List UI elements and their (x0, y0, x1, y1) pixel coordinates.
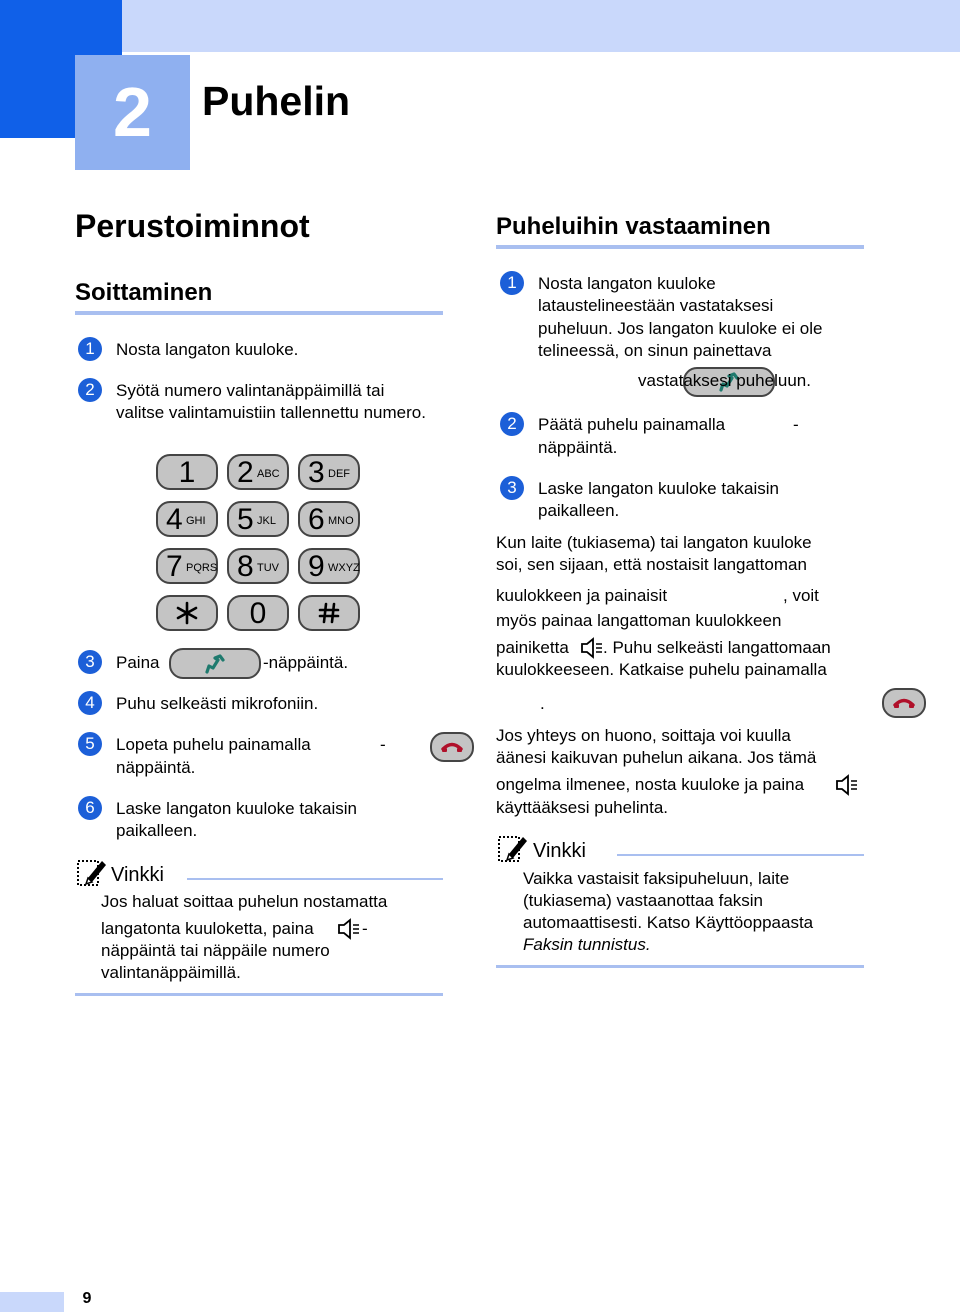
step-text: -näppäintä. (263, 653, 349, 672)
key-letters: PQRS (186, 562, 218, 574)
step-text: Päätä puhelu painamalla (538, 415, 726, 434)
talk-button (169, 648, 261, 679)
paragraph-text: . (540, 694, 545, 713)
note-text: (tukiasema) vastaanottaa faksin (523, 891, 764, 910)
footer-bar (0, 1292, 64, 1312)
asterisk-icon (175, 601, 199, 625)
keypad-key (227, 454, 289, 490)
step-text: telineessä, on sinun painettava (538, 341, 772, 360)
step-text: Lopeta puhelu painamalla (116, 735, 311, 754)
step-text: Nosta langaton kuuloke (538, 274, 716, 293)
paragraph-text: kuulokkeen ja painaisit (496, 586, 668, 605)
step-number: 1 (500, 271, 524, 295)
step-text: näppäintä. (116, 758, 196, 777)
note-pencil-icon (497, 832, 529, 864)
speaker-icon (580, 637, 604, 659)
paragraph-text: , voit (783, 586, 819, 605)
paragraph-text: myös painaa langattoman kuulokkeen (496, 611, 782, 630)
note-text: - (362, 919, 368, 938)
page-number: 9 (82, 1290, 92, 1307)
section-title: Perustoiminnot (75, 208, 310, 244)
key-digit: 5 (237, 503, 254, 536)
step-text: Paina (116, 653, 160, 672)
note-link-text: Faksin tunnistus. (523, 935, 651, 954)
step-text: Laske langaton kuuloke takaisin (538, 479, 779, 498)
header-band (122, 0, 960, 52)
key-letters: WXYZ (328, 562, 360, 574)
speaker-icon (337, 918, 361, 940)
keypad-key (156, 595, 218, 631)
keypad-key (298, 595, 360, 631)
key-digit: 1 (178, 456, 196, 489)
paragraph-text: Jos yhteys on huono, soittaja voi kuulla (496, 726, 791, 745)
key-letters: MNO (328, 515, 354, 527)
step-text: vastataksesi puheluun. (638, 371, 811, 390)
note-text: valintanäppäimillä. (101, 963, 241, 982)
end-call-icon (441, 741, 463, 753)
paragraph-text: äänesi kaikuvan puhelun aikana. Jos tämä (496, 748, 817, 767)
step-number: 2 (78, 378, 102, 402)
step-text: Laske langaton kuuloke takaisin paikalleen. (116, 799, 357, 840)
keypad-key (156, 501, 218, 537)
note-bottom-rule (75, 993, 443, 996)
heading-rule (75, 311, 443, 315)
key-digit: 4 (166, 503, 183, 536)
keypad-key (227, 548, 289, 584)
note-text: langatonta kuuloketta, paina (101, 919, 314, 938)
step-text: - (793, 415, 799, 434)
key-letters: DEF (328, 468, 350, 480)
key-digit: 0 (249, 597, 267, 630)
end-call-icon (893, 697, 915, 709)
paragraph-text: painiketta (496, 638, 569, 657)
talk-icon (204, 654, 226, 674)
key-digit: 9 (308, 550, 325, 583)
chapter-number: 2 (75, 55, 190, 170)
paragraph-text: Kun laite (tukiasema) tai langaton kuuloke (496, 533, 812, 552)
step-text: Syötä numero valintanäppäimillä tai valitse valintamuistiin tallennettu numero. (116, 381, 426, 422)
step-number: 1 (78, 337, 102, 361)
keypad-key (227, 595, 289, 631)
keypad-key (156, 548, 218, 584)
key-digit: 8 (237, 550, 254, 583)
end-call-button (430, 732, 474, 762)
paragraph-text: kuulokkeeseen. Katkaise puhelu painamalla (496, 660, 827, 679)
note-bottom-rule (496, 965, 864, 968)
note-top-rule (617, 854, 864, 856)
heading-vastaaminen: Puheluihin vastaaminen (496, 213, 771, 240)
key-letters: GHI (186, 515, 206, 527)
note-text: automaattisesti. Katso Käyttöoppaasta (523, 913, 814, 932)
speaker-icon (835, 774, 859, 796)
step-text: lataustelineestään vastataksesi (538, 296, 774, 315)
note-text: näppäintä tai näppäile numero (101, 941, 330, 960)
step-text: näppäintä. (538, 438, 618, 457)
heading-soittaminen: Soittaminen (75, 279, 213, 306)
note-pencil-icon (76, 856, 108, 888)
step-number: 6 (78, 796, 102, 820)
paragraph-text: ongelma ilmenee, nosta kuuloke ja paina (496, 775, 805, 794)
note-text: Vaikka vastaisit faksipuheluun, laite (523, 869, 790, 888)
key-digit: 3 (308, 456, 325, 489)
keypad-key (298, 548, 360, 584)
paragraph-text: . Puhu selkeästi langattomaan (603, 638, 831, 657)
end-call-button (882, 688, 926, 718)
heading-rule (496, 245, 864, 249)
step-number: 4 (78, 691, 102, 715)
step-text: - (380, 735, 386, 754)
step-number: 3 (78, 650, 102, 674)
keypad-key (298, 454, 360, 490)
chapter-title: Puhelin (202, 78, 351, 124)
note-title: Vinkki (533, 840, 586, 862)
key-digit: 2 (237, 456, 254, 489)
keypad-key (298, 501, 360, 537)
paragraph-text: käyttääksesi puhelinta. (496, 798, 668, 817)
keypad-key (156, 454, 218, 490)
paragraph-text: soi, sen sijaan, että nostaisit langattoman (496, 555, 807, 574)
step-text: Nosta langaton kuuloke. (116, 340, 299, 359)
key-digit: 6 (308, 503, 325, 536)
step-text: paikalleen. (538, 501, 620, 520)
note-text-italic (523, 934, 651, 956)
hash-icon (317, 601, 341, 625)
step-number: 3 (500, 476, 524, 500)
step-number: 2 (500, 412, 524, 436)
step-text: Puhu selkeästi mikrofoniin. (116, 694, 319, 713)
keypad-illustration (156, 454, 362, 634)
key-letters: JKL (257, 515, 276, 527)
step-text: puheluun. Jos langaton kuuloke ei ole (538, 319, 823, 338)
key-letters: ABC (257, 468, 280, 480)
keypad-key (227, 501, 289, 537)
note-text: Jos haluat soittaa puhelun nostamatta (101, 892, 388, 911)
step-number: 5 (78, 732, 102, 756)
note-title: Vinkki (111, 864, 164, 886)
key-digit: 7 (166, 550, 183, 583)
key-letters: TUV (257, 562, 279, 574)
note-top-rule (187, 878, 443, 880)
